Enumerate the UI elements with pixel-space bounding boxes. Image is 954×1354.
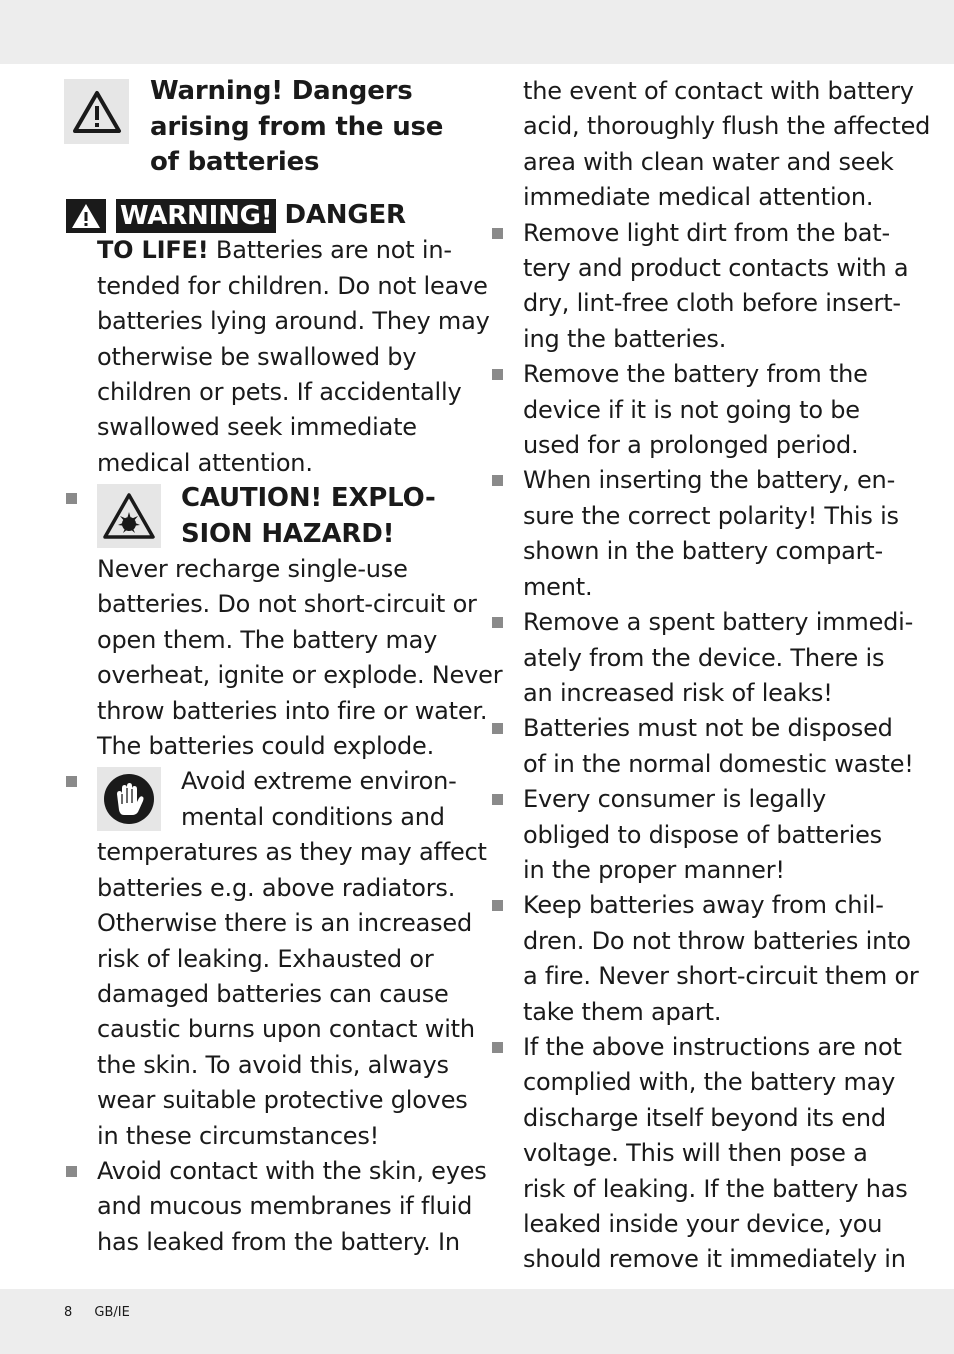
heading-title: Warning! Dangers arising from the use of batteries [150, 76, 444, 177]
list-item: Keep batteries away from chil- dren. Do not throw batteries into a fire. Never short-circuit them or take them apart. [490, 888, 900, 1030]
list-item: Every consumer is legally obliged to dispose of batteries in the proper manner! [490, 782, 900, 888]
list-item: Avoid extreme environ- mental conditions and [64, 764, 474, 835]
list-item: Remove light dirt from the bat- tery and product contacts with a dry, lint-free cloth before insert- ing the batteries. [490, 216, 900, 358]
warning-badge: WARNING! [116, 199, 276, 233]
right-column: the event of contact with battery acid, thoroughly flush the affected area with clean water and seek immediate medical attention. Remove light dirt from the bat- tery and product contacts with a dry, lint-free cloth before insert- ing the batteries. Remove the battery from the device if it is not going to be used for a prolonged period. When inserting the battery, en- sure the correct polarity! This is shown in the battery compart- ment. Remove a spent battery immedi- ately from the device. There is an increased risk of leaks! Batteries must not be disposed of in the normal domestic waste! Every consumer is legally obliged to dispose of batteries in the proper manner! Keep batteries away from chil- dren. Do not throw batteries into a fire. Never short-circuit them or take them apart. If the above instructions are not complied with, the battery may discharge itself beyond its end voltage. This will then pose a risk of leaking. If the battery has leaked inside your device, you should remove it immediately in [490, 74, 900, 1278]
list-item: CAUTION! EXPLO- SION HAZARD! [64, 481, 474, 552]
explosion-hazard-icon [97, 484, 161, 548]
list-item: If the above instructions are not complied with, the battery may discharge itself beyond its end voltage. This will then pose a risk of leaking. If the battery has leaked inside your device, you should remove it immediately in [490, 1030, 900, 1278]
list-item: When inserting the battery, en- sure the correct polarity! This is shown in the battery compart- ment. [490, 463, 900, 605]
bullet-square [492, 1042, 503, 1053]
warning-triangle-icon [64, 79, 129, 144]
header-band [0, 0, 954, 64]
list-item: Remove the battery from the device if it is not going to be used for a prolonged period. [490, 357, 900, 463]
bullet-square [66, 493, 77, 504]
bullet-square [66, 776, 77, 787]
page-footer [64, 1305, 148, 1320]
protective-gloves-icon [97, 767, 161, 831]
bullet-square [66, 1166, 77, 1177]
danger-label: DANGER [284, 200, 406, 230]
list-item: Remove a spent battery immedi- ately from the device. There is an increased risk of leaks! [490, 605, 900, 711]
list-item: Avoid contact with the skin, eyes and mucous membranes if fluid has leaked from the battery. In [64, 1154, 474, 1260]
footer-band [0, 1289, 954, 1354]
left-column: Warning! Dangers arising from the use of batteries WARNING! DANGER TO LIFE! Batteries are not in- tended for children. Do not leave batteries lying around. They may otherwise be swallowed by children or pets. If accidentally swallowed seek immediate medical attention. CAUTION! EXPLO- SION HAZARD! Never recharge single-use batteries. Do not short-circuit or open them. The battery may overheat, ignite or explode. Never throw batteries into fire or water. The batteries could explode. Avoid extreme environ- mental conditions and temperatures as they may affect batteries e.g. above radiators. Otherwise there is an increased risk of leaking. Exhausted or damaged batteries can cause caustic burns upon contact with the skin. To avoid this, always wear suitable protective gloves in these circumstances! Avoid contact with the skin, eyes and mucous membranes if fluid has leaked from the battery. In [64, 74, 474, 1260]
bullet-square [492, 475, 503, 486]
bullet-square [492, 228, 503, 239]
bullet-square [492, 723, 503, 734]
page-number: 8 [64, 1305, 73, 1320]
locale-label: GB/IE [94, 1305, 130, 1320]
list-item: Batteries must not be disposed of in the normal domestic waste! [490, 711, 900, 782]
bullet-square [492, 617, 503, 628]
warning-label-line [64, 198, 474, 233]
warning-text: TO LIFE! Batteries are not in- [97, 236, 452, 265]
bullet-square [492, 369, 503, 380]
bullet-square [492, 900, 503, 911]
section-heading [64, 74, 474, 198]
warning-triangle-icon [66, 199, 106, 233]
bullet-square [492, 794, 503, 805]
